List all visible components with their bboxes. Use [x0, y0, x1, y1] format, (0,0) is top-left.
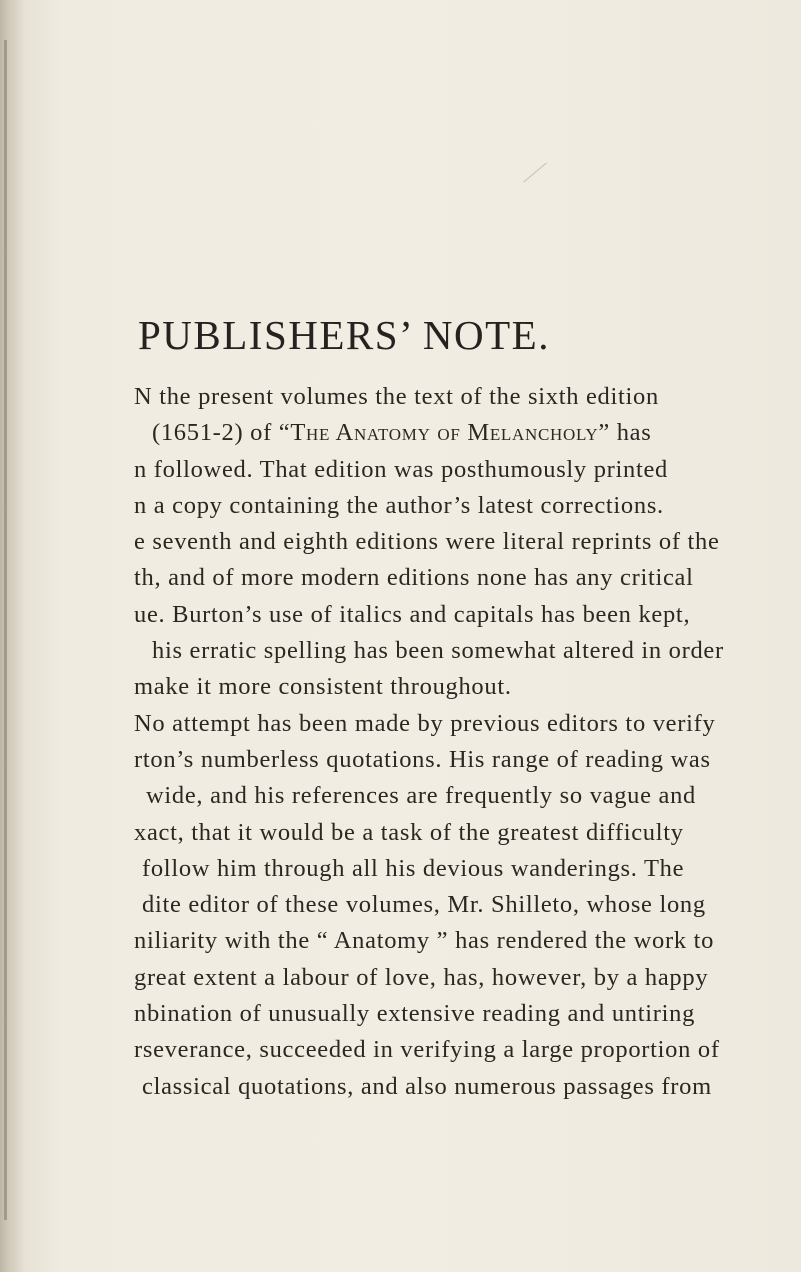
text-line-14: follow him through all his devious wanderings. The — [142, 854, 685, 882]
text-line-4: n a copy containing the author’s latest corrections. — [134, 491, 664, 519]
text-line-9: make it more consistent throughout. — [134, 673, 512, 701]
text-line-19: rseverance, succeeded in verifying a large proportion of — [134, 1036, 720, 1064]
text-line-15: dite editor of these volumes, Mr. Shilleto, whose long — [142, 891, 706, 919]
body-text — [134, 379, 794, 1105]
paper-mark — [523, 162, 547, 182]
text-line-13: xact, that it would be a task of the greatest difficulty — [134, 818, 684, 846]
line2-before: (1651-2) of “ — [152, 419, 291, 447]
text-line-2 — [134, 415, 794, 451]
text-line-6: th, and of more modern editions none has any critical — [134, 564, 694, 592]
text-line-7: ue. Burton’s use of italics and capitals has been kept, — [134, 600, 691, 628]
gutter-shadow — [4, 40, 7, 1220]
text-line-3: n followed. That edition was posthumously printed — [134, 455, 669, 483]
book-title: The Anatomy of Melancholy — [290, 419, 599, 447]
text-line-17: great extent a labour of love, has, however, by a happy — [134, 963, 709, 991]
text-line-1: N the present volumes the text of the sixth edition — [134, 383, 659, 410]
text-line-16: niliarity with the “ Anatomy ” has rendered the work to — [134, 927, 715, 955]
text-line-5: e seventh and eighth editions were literal reprints of the — [134, 528, 720, 556]
text-line-11: rton’s numberless quotations. His range of reading was — [134, 745, 711, 773]
text-line-10: No attempt has been made by previous editors to verify — [134, 709, 716, 737]
text-line-8: his erratic spelling has been somewhat altered in order — [152, 637, 724, 665]
line2-after: ” has — [598, 419, 652, 447]
text-line-12: wide, and his references are frequently so vague and — [146, 782, 696, 810]
page-title: PUBLISHERS’ NOTE. — [138, 312, 550, 358]
text-line-18: nbination of unusually extensive reading and untiring — [134, 1000, 696, 1028]
text-line-20: classical quotations, and also numerous passages from — [142, 1072, 712, 1100]
